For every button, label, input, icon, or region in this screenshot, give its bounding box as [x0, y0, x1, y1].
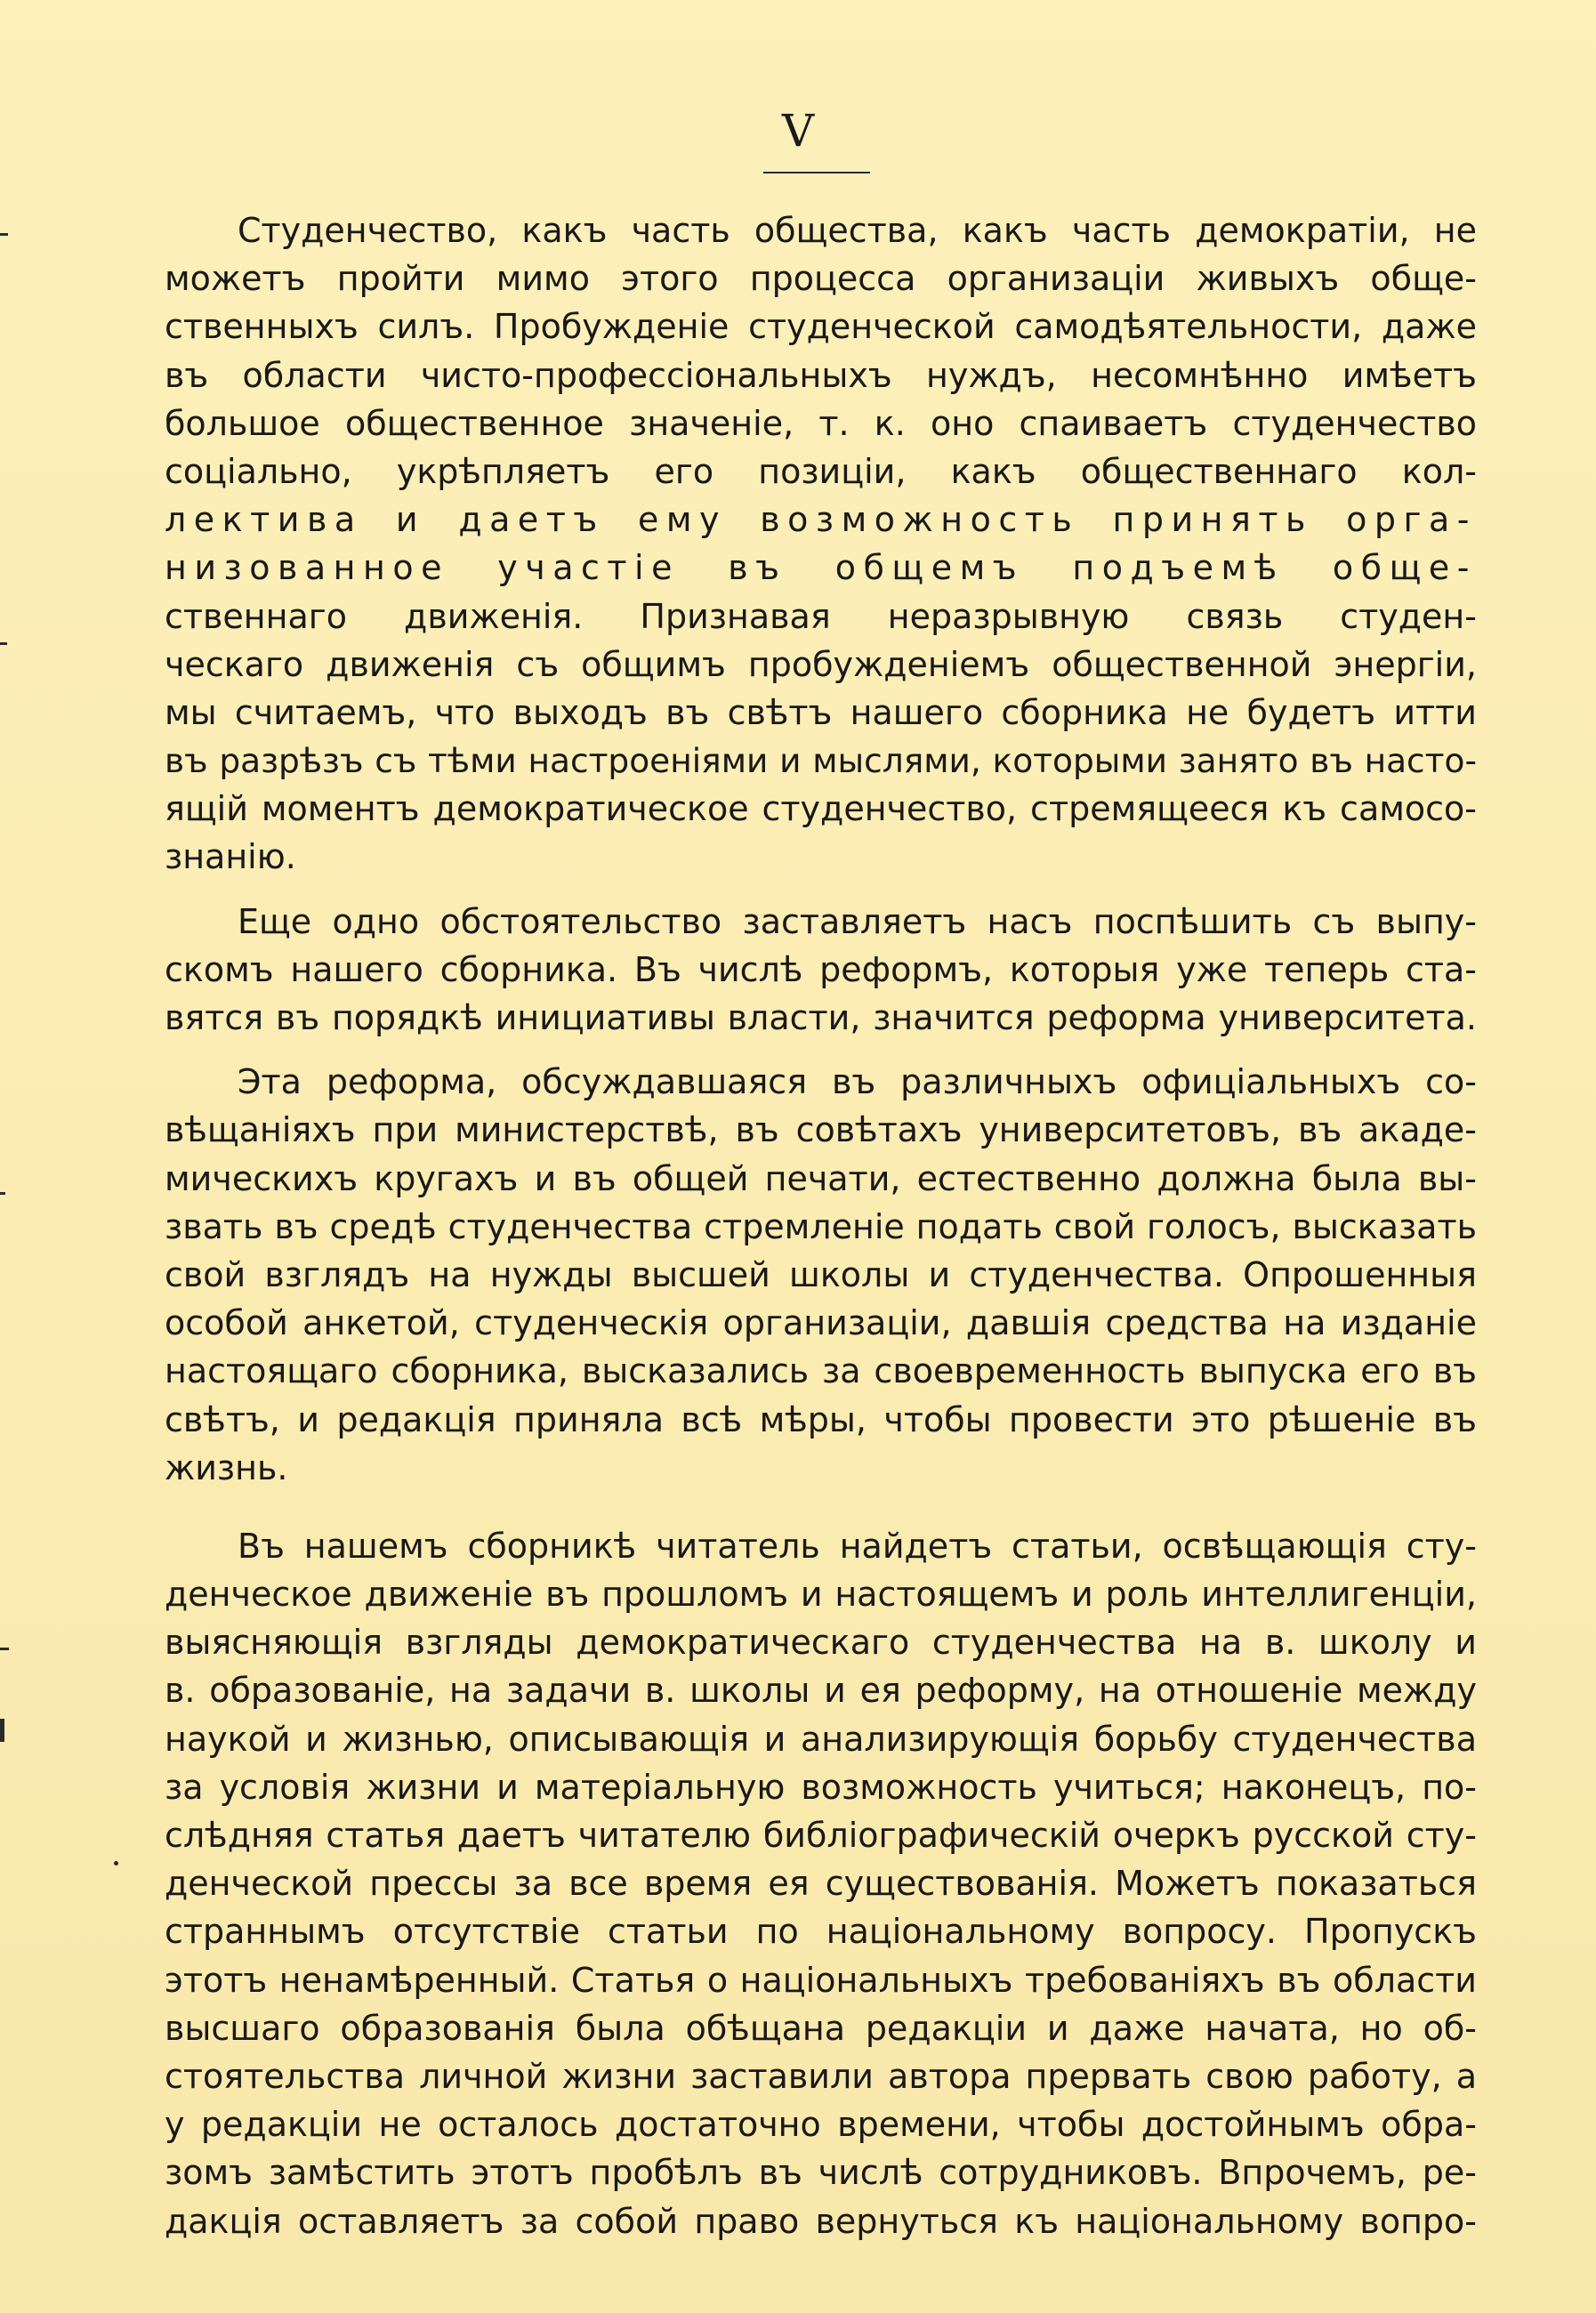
- paragraph: [165, 898, 1477, 1043]
- text-line: денческое движенiе въ прошломъ и настоящемъ и роль интеллигенцiи,: [165, 1575, 1477, 1615]
- text-line: вятся въ порядкѣ инициативы власти, значится реформа университета.: [165, 998, 1477, 1037]
- text-line: можетъ пройти мимо этого процесса организацiи живыхъ обще-: [165, 259, 1477, 299]
- text-line: высшаго образованiя была обѣщана редакцiи и даже начата, но об-: [165, 2008, 1477, 2048]
- text-line: мическихъ кругахъ и въ общей печати, естественно должна была вы-: [165, 1158, 1477, 1198]
- text-line: Въ нашемъ сборникѣ читатель найдетъ статьи, освѣщающiя сту-: [238, 1526, 1477, 1566]
- text-line: лектива и даетъ ему возможность принять орга-: [165, 500, 1477, 540]
- margin-mark: [0, 1192, 5, 1195]
- text-line: у редакцiи не осталось достаточно времени, чтобы достойнымъ обра-: [165, 2105, 1477, 2145]
- margin-mark: [0, 1719, 4, 1742]
- text-line: дакцiя оставляетъ за собой право вернуться къ нацiональному вопро-: [165, 2201, 1477, 2241]
- paragraph: [165, 206, 1477, 882]
- text-line: знанiю.: [165, 837, 296, 877]
- text-line: особой анкетой, студенческiя организацiи, давшiя средства на изданiе: [165, 1303, 1477, 1343]
- text-line: въ области чисто-профессiональныхъ нуждъ, несомнѣнно имѣетъ: [165, 355, 1477, 395]
- text-line: настоящаго сборника, высказались за своевременность выпуска его въ: [165, 1351, 1477, 1391]
- text-line: Еще одно обстоятельство заставляетъ насъ поспѣшить съ выпу-: [238, 901, 1477, 941]
- margin-mark: [0, 233, 8, 236]
- text-line: страннымъ отсутствiе статьи по нацiональному вопросу. Пропускъ: [165, 1912, 1477, 1952]
- text-line: ческаго движенiя съ общимъ пробужденiемъ общественной энергiи,: [165, 644, 1477, 684]
- body-text: [165, 206, 1477, 2245]
- text-line: вѣщанiяхъ при министерствѣ, въ совѣтахъ университетовъ, въ акаде-: [165, 1110, 1477, 1150]
- page-number: V: [781, 105, 815, 157]
- margin-mark: [114, 1861, 118, 1866]
- text-line: мы считаемъ, что выходъ въ свѣтъ нашего сборника не будетъ итти: [165, 692, 1477, 732]
- text-line: ственныхъ силъ. Пробужденiе студенческой самодѣятельности, даже: [165, 307, 1477, 347]
- text-line: за условiя жизни и матерiальную возможность учиться; наконецъ, по-: [165, 1767, 1477, 1807]
- text-line: жизнь.: [165, 1447, 288, 1487]
- text-line: в. образованiе, на задачи в. школы и ея реформу, на отношенiе между: [165, 1671, 1477, 1711]
- paragraph: [165, 1522, 1477, 2245]
- text-line: слѣдняя статья даетъ читателю библiографическiй очеркъ русской сту-: [165, 1816, 1477, 1855]
- text-line: свѣтъ, и редакцiя приняла всѣ мѣры, чтобы провести это рѣшенiе въ: [165, 1399, 1477, 1439]
- page-number-underline: [763, 172, 870, 173]
- text-line: наукой и жизнью, описывающiя и анализирующiя борьбу студенчества: [165, 1719, 1477, 1759]
- text-line: соцiально, укрѣпляетъ его позицiи, какъ общественнаго кол-: [165, 451, 1477, 491]
- text-line: этотъ ненамѣренный. Статья о нацiональныхъ требованiяхъ въ области: [165, 1960, 1477, 2000]
- text-line: большое общественное значенiе, т. к. оно спаиваетъ студенчество: [165, 403, 1477, 443]
- text-line: низованное участiе въ общемъ подъемѣ обще-: [165, 548, 1477, 588]
- text-line: въ разрѣзъ съ тѣми настроенiями и мыслями, которыми занято въ насто-: [165, 741, 1477, 781]
- text-line: Студенчество, какъ часть общества, какъ часть демократiи, не: [238, 211, 1477, 250]
- text-line: скомъ нашего сборника. Въ числѣ реформъ, которыя уже теперь ста-: [165, 949, 1477, 989]
- text-line: выясняющiя взгляды демократическаго студенчества на в. школу и: [165, 1623, 1477, 1663]
- text-line: ственнаго движенiя. Признавая неразрывную связь студен-: [165, 596, 1477, 636]
- text-line: зомъ замѣстить этотъ пробѣлъ въ числѣ сотрудниковъ. Впрочемъ, ре-: [165, 2153, 1477, 2193]
- text-line: Эта реформа, обсуждавшаяся въ различныхъ офицiальныхъ со-: [238, 1062, 1477, 1102]
- text-line: звать въ средѣ студенчества стремленiе подать свой голосъ, высказать: [165, 1206, 1477, 1246]
- text-line: денческой прессы за все время ея существованiя. Можетъ показаться: [165, 1864, 1477, 1904]
- text-line: свой взглядъ на нужды высшей школы и студенчества. Опрошенныя: [165, 1254, 1477, 1294]
- margin-mark: [0, 1648, 9, 1650]
- text-line: ящiй моментъ демократическое студенчество, стремящееся къ самосо-: [165, 789, 1477, 829]
- text-line: стоятельства личной жизни заставили автора прервать свою работу, а: [165, 2056, 1477, 2096]
- paragraph: [165, 1058, 1477, 1492]
- margin-mark: [0, 642, 7, 645]
